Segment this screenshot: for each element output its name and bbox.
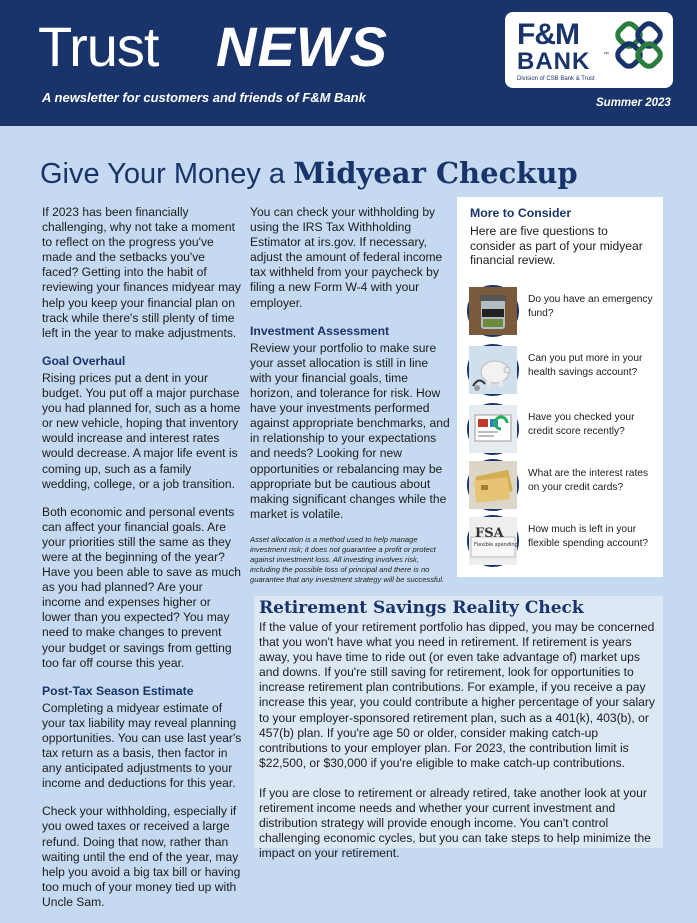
tax-paragraph-2: Check your withholding, especially if you owed taxes or received a large refund. Doing that now, rather than waiting until the end of the year, may help you avoid a big tax bill or having too much of your money tied up with Uncle Sam.: [42, 804, 241, 909]
question-text: Have you checked your credit score recently?: [528, 412, 635, 437]
investment-paragraph: Review your portfolio to make sure your asset allocation is still in line with your financial goals, time horizon, and tolerance for risk. How have your investments performed against appropriate benchmarks, and in relationship to your expectations and needs? Looking for new opportunities or rebalancing may be appropriate but be cautious about making significant changes while the market is volatile.: [250, 340, 450, 521]
article-column-2: [250, 205, 450, 598]
credit-card-icon: [467, 459, 519, 511]
sidebar-title: More to Consider: [470, 206, 572, 220]
article-column-1: [42, 205, 242, 923]
retirement-paragraph-2: If you are close to retirement or already retired, take another look at your retirement income needs and whether your current investment and distribution strategy will provide enough income. You can't control challenging economic cycles, but you can take steps to help minimize the impact on your retirement.: [259, 785, 651, 861]
intro-paragraph: If 2023 has been financially challenging, why not take a moment to reflect on the progress you've made and the setbacks you've faced? Getting into the habit of reviewing your finances midyear may help you keep your financial plan on track while there's still plenty of time left in the year to make adjustments.: [42, 205, 241, 340]
newsletter-title-trust: Trust: [38, 15, 159, 78]
question-item: [467, 344, 663, 396]
more-to-consider-sidebar: [457, 197, 663, 577]
article-headline: [40, 156, 578, 191]
question-item: [467, 285, 663, 337]
bank-logo: [505, 12, 673, 88]
question-text: How much is left in your flexible spending account?: [528, 524, 649, 549]
retirement-title: Retirement Savings Reality Check: [259, 598, 584, 618]
investment-disclaimer: Asset allocation is a method used to help manage investment risk; it does not guarantee a profit or protect against investment loss. All investing involves risk, including the possible loss of principal and there is no guarantee that any investment strategy will be successful.: [250, 534, 445, 584]
post-tax-heading: Post-Tax Season Estimate: [42, 683, 194, 698]
fsa-label: FSA: [475, 526, 504, 541]
question-item: [467, 403, 663, 455]
question-item: [467, 515, 663, 567]
goal-overhaul-heading: Goal Overhaul: [42, 353, 126, 368]
tax-paragraph-1: Completing a midyear estimate of your tax liability may reveal planning opportunities. You can use last year's tax return as a basis, then factor in any anticipated adjustments to your income and deductions for this year.: [42, 700, 242, 791]
question-text: Can you put more in your health savings account?: [528, 353, 643, 378]
investment-heading: Investment Assessment: [250, 323, 390, 338]
edition-label: Summer 2023: [596, 97, 671, 109]
headline-light: Give Your Money a: [40, 158, 294, 190]
goal-paragraph-1: Rising prices put a dent in your budget. You put off a major purchase you had planned for, such as a home or new vehicle, hoping that inventory would increase and interest rates would decrease. A major life event is coming up, such as a family wedding, college, or a job transition.: [42, 370, 241, 491]
question-text: What are the interest rates on your credit cards?: [528, 468, 649, 493]
newsletter-title-news: NEWS: [216, 15, 388, 78]
sidebar-intro: Here are five questions to consider as part of your midyear financial review.: [470, 224, 643, 268]
withholding-paragraph: You can check your withholding by using the IRS Tax Withholding Estimator at irs.gov. If necessary, adjust the amount of federal income tax withheld from your paycheck by filing a new Form W-4 with your employer.: [250, 205, 443, 310]
headline-bold: Midyear Checkup: [293, 156, 578, 190]
masthead: [0, 0, 697, 126]
piggy-bank-stethoscope-icon: [467, 344, 519, 396]
retirement-body: [259, 620, 661, 876]
retirement-paragraph-1: If the value of your retirement portfolio has dipped, you may be concerned that you won't have what you need in retirement. If retirement is years away, you have time to ride out (or even take advantage of) market ups and downs. If you're still saving for retirement, look for opportunities to increase retirement plan contributions. For example, if you receive a pay increase this year, you could contribute a higher percentage of your salary to your employer-sponsored retirement plan, such as a 401(k), 403(b), or 457(b) plan. If you're age 50 or older, consider making catch-up contributions to your employer plan. For 2023, the contribution limit is $22,500, or $30,000 if you're eligible to make catch-up contributions.: [259, 620, 655, 770]
logo-fm-text: F&M: [517, 18, 579, 51]
logo-mark-icon: [611, 19, 667, 71]
newsletter-tagline: A newsletter for customers and friends of F&M Bank: [42, 90, 366, 105]
goal-paragraph-2: Both economic and personal events can affect your financial goals. Are your priorities still the same as they were at the beginning of the year? Have you been able to save as much as you had planned? Are your income and expenses higher or lower than you expected? You may need to make changes to prevent your budget or savings from getting too far off course this year.: [42, 504, 241, 670]
question-text: Do you have an emergency fund?: [528, 294, 653, 319]
credit-score-screen-icon: [467, 403, 519, 455]
logo-bank-text: BANK: [517, 48, 591, 75]
fsa-card-icon: [467, 515, 519, 567]
emergency-fund-jar-icon: [467, 285, 519, 337]
logo-mark-loop: [635, 41, 663, 69]
flexible-spending-label: Flexible spending: [474, 542, 518, 548]
logo-subtitle: Division of CSB Bank & Trust: [517, 76, 595, 82]
question-item: [467, 459, 663, 511]
logo-trademark: ™: [603, 52, 609, 58]
